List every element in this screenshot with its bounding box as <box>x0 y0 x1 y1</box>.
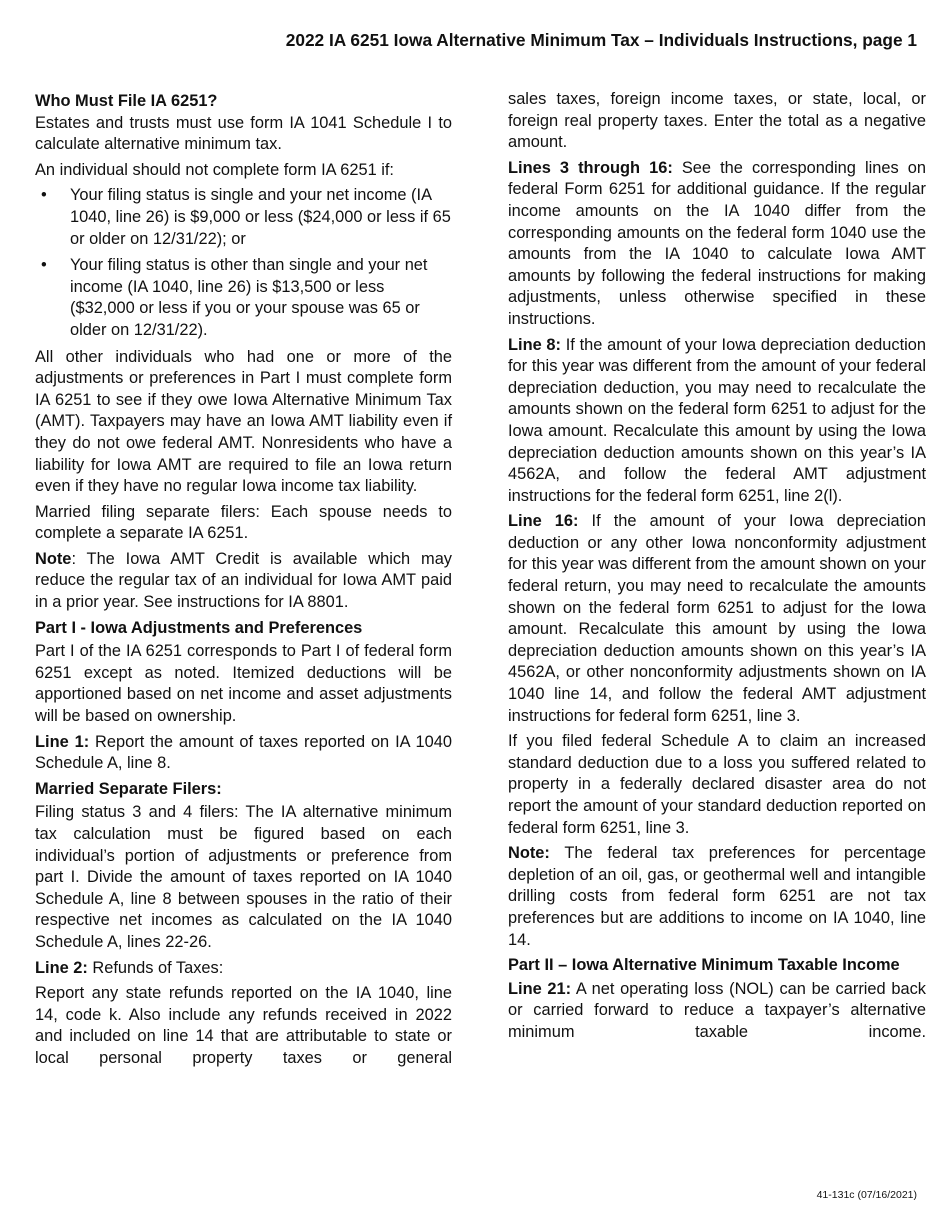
paragraph-text: A net operating loss (NOL) can be carried back or carried forward to reduce a taxpayer’s alternative minimum taxable income. <box>508 979 927 1041</box>
paragraph <box>508 158 926 331</box>
paragraph-text: If the amount of your Iowa depreciation deduction for this year was different from the amount of your federal depreciation deduction, you may need to recalculate the amounts shown on the federal form 6251 to adjust for the Iowa amount. Recalculate this amount by using the Iowa depreciation deduction amounts shown on this year’s IA 4562A, and follow the federal AMT adjustment instructions for the federal form 6251, line 2(l). <box>508 335 927 505</box>
paragraph <box>35 347 452 498</box>
paragraph <box>508 731 926 839</box>
paragraph-text: See the corresponding lines on federal Form 6251 for additional guidance. If the regular income amounts on the IA 1040 differ from the corresponding amounts on the federal form 1040 use the amounts from the IA 1040 to calculate Iowa AMT amounts by following the federal instructions for making adjustments, unless otherwise specified in these instructions. <box>508 158 926 328</box>
paragraph <box>35 958 452 980</box>
right-column <box>508 89 926 1048</box>
paragraph-text: If the amount of your Iowa depreciation deduction or any other Iowa nonconformity adjustment for this year was different from the amount shown on your federal return, you may need to recalculate the amounts shown on the federal form 6251 to adjust for the Iowa amount. Recalculate this amount by using the Iowa depreciation deduction amounts shown on this year’s IA 4562A, or other nonconformity adjustments shown on IA 1040 line 14, and follow the federal AMT adjustment instructions for federal form 6251, line 3. <box>508 512 927 725</box>
paragraph <box>35 549 452 614</box>
form-id-footer: 41-131c (07/16/2021) <box>816 1189 917 1201</box>
paragraph-lead: Line 8: <box>508 335 562 354</box>
bullet-item <box>35 255 452 341</box>
paragraph-lead: Line 1: <box>35 732 90 751</box>
section-heading: Married Separate Filers: <box>35 779 222 798</box>
paragraph <box>35 641 452 727</box>
paragraph-text: Married filing separate filers: Each spouse needs to complete a separate IA 6251. <box>35 502 452 543</box>
paragraph-lead: Line 16: <box>508 512 579 531</box>
paragraph <box>35 502 452 545</box>
paragraph-text: All other individuals who had one or more of the adjustments or preferences in Part I must complete form IA 6251 to see if they owe Iowa Alternative Minimum Tax (AMT). Taxpayers may have an Iowa AMT liability even if they do not owe federal AMT. Nonresidents who have a liability for Iowa AMT are required to file an Iowa return even if they have no regular Iowa income tax liability. <box>35 347 452 496</box>
paragraph <box>508 89 926 154</box>
paragraph <box>35 983 452 1069</box>
section-heading: Part II – Iowa Alternative Minimum Taxable Income <box>508 956 900 975</box>
paragraph-text: Part I of the IA 6251 corresponds to Part I of federal form 6251 except as noted. Itemized deductions will be apportioned based on net income and asset adjustments will be based on ownership. <box>35 642 452 726</box>
paragraph-lead: Lines 3 through 16: <box>508 158 673 177</box>
paragraph-lead: Line 2: <box>35 958 88 977</box>
paragraph <box>508 979 926 1044</box>
paragraph-text: sales taxes, foreign income taxes, or state, local, or foreign real property taxes. Enter the total as a negative amount. <box>508 90 926 152</box>
paragraph <box>508 843 926 951</box>
paragraph-lead: Note: <box>508 844 550 863</box>
section-heading: Who Must File IA 6251? <box>35 92 218 110</box>
section-heading: Part I - Iowa Adjustments and Preferences <box>35 618 363 637</box>
paragraph-text: An individual should not complete form IA 6251 if: <box>35 160 394 179</box>
paragraph-lead: Line 21: <box>508 979 572 998</box>
paragraph-text: Report any state refunds reported on the IA 1040, line 14, code k. Also include any refunds received in 2022 and included on line 14 that are attributable to state or local personal property taxes or general <box>35 984 452 1067</box>
bullet-item <box>35 185 452 250</box>
paragraph <box>508 511 926 727</box>
bullet-text: Your filing status is single and your net income (IA 1040, line 26) is $9,000 or less ($24,000 or less if 65 or older on 12/31/22); or <box>70 186 451 248</box>
bullet-text: Your filing status is other than single and your net income (IA 1040, line 26) is $13,500 or less ($32,000 or less if you or your spouse was 65 or older on 12/31/22). <box>70 256 428 339</box>
bullet-icon: • <box>41 256 47 275</box>
paragraph-text: : The Iowa AMT Credit is available which may reduce the regular tax of an individual for Iowa AMT paid in a prior year. See instructions for IA 8801. <box>35 549 452 612</box>
page-header-title: 2022 IA 6251 Iowa Alternative Minimum Tax – Individuals Instructions, page 1 <box>285 30 917 50</box>
paragraph-text: Estates and trusts must use form IA 1041 Schedule I to calculate alternative minimum tax. <box>35 113 452 154</box>
paragraph <box>35 160 452 182</box>
left-column <box>35 91 452 1074</box>
paragraph <box>35 802 452 953</box>
paragraph <box>35 732 452 775</box>
paragraph-text: If you filed federal Schedule A to claim an increased standard deduction due to a loss you suffered related to property in a federally declared disaster area do not report the amount of your standard deduction reported on federal form 6251, line 3. <box>508 732 926 837</box>
paragraph <box>35 113 452 156</box>
paragraph-text: Report the amount of taxes reported on IA 1040 Schedule A, line 8. <box>35 732 453 773</box>
bullet-icon: • <box>41 186 47 205</box>
paragraph-text: The federal tax preferences for percentage depletion of an oil, gas, or geothermal well and intangible drilling costs from federal form 6251 are not tax preferences but are additions to income on IA 1040, line 14. <box>508 844 926 949</box>
paragraph-text: Refunds of Taxes: <box>87 958 224 977</box>
paragraph-text: Filing status 3 and 4 filers: The IA alternative minimum tax calculation must be figured based on each individual’s portion of adjustments or preference from part I. Divide the amount of taxes reported on IA 1040 Schedule A, line 8 between spouses in the ratio of their respective net incomes as calculated on the IA 1040 Schedule A, lines 22-26. <box>35 803 452 951</box>
paragraph-lead: Note <box>35 549 72 568</box>
paragraph <box>508 335 926 508</box>
bullet-list <box>35 185 452 341</box>
